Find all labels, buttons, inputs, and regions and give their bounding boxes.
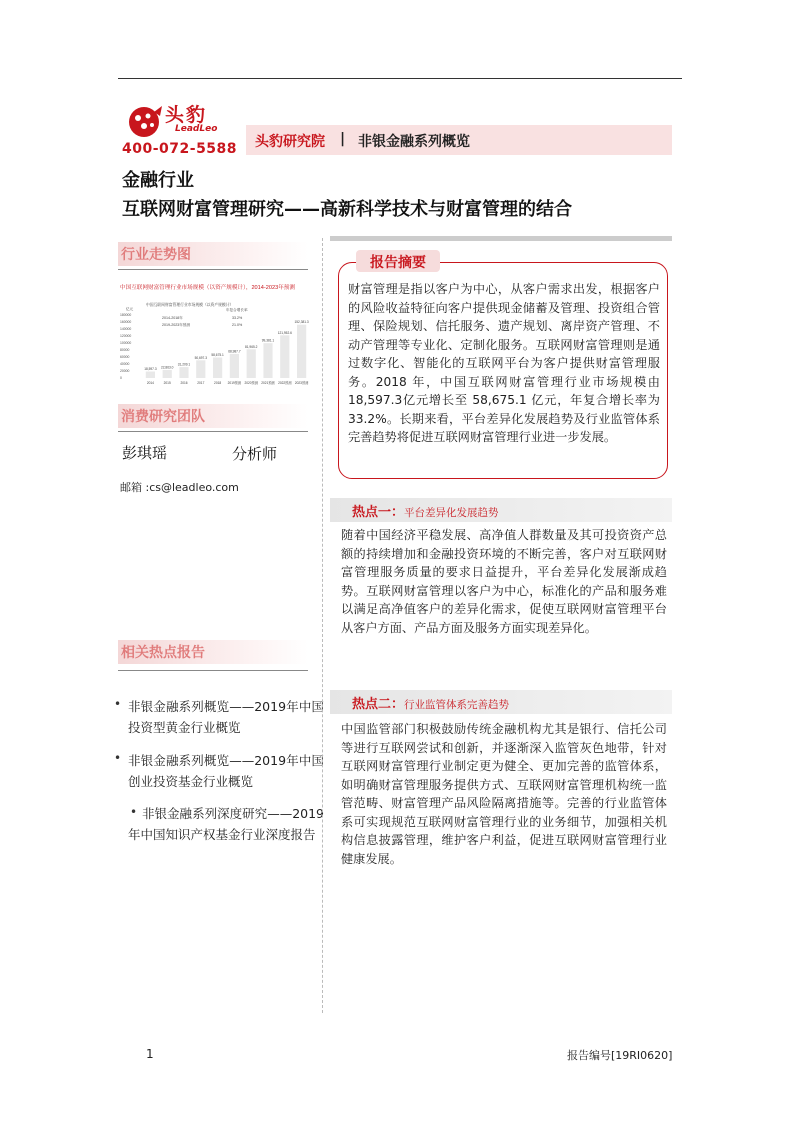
hot2-header (330, 690, 672, 714)
brand-name-cn: 头豹 (165, 104, 208, 126)
bar-value-label: 58,675.1 (211, 353, 224, 357)
x-tick-label: 2015 (163, 381, 171, 385)
bar-value-label: 81,965.2 (244, 344, 258, 349)
y-tick-label: 180000 (120, 313, 132, 318)
hot2-subtitle: 行业监管体系完善趋势 (404, 699, 510, 711)
abstract-tab (356, 250, 440, 272)
team-rule (118, 431, 308, 432)
bar-value-label: 50,697.3 (194, 355, 208, 360)
hot2-text: 中国监管部门积极鼓励传统金融机构尤其是银行、信托公司等进行互联网尝试和创新，并逐渐深入监管灰色地带，针对互联网财富管理行业制定更为健全、更加完善的监管体系，如明确财富管理服务提供方式、互联网财富管理机构统一监管范畴、财富管理产品风险隔离措施等。完善的行业监管体系可实现规范互联网财富管理行业的业务细节，加强相关机构信息披露管理，维护客户利益，促进互联网财富管理行业健康发展。 (341, 722, 667, 866)
report-code: 报告编号[19RI0620] (567, 1049, 673, 1062)
analyst-role: 分析师 (232, 445, 278, 463)
top-rule (118, 78, 682, 79)
bar-value-label: 31,209.1 (177, 362, 191, 367)
x-tick-label: 2014 (146, 381, 154, 385)
related-report-1[interactable]: 非银金融系列概览——2019年中国投资型黄金行业概览 (128, 699, 324, 735)
legend-cagr-1: 33.2% (232, 316, 243, 320)
related-rule (118, 670, 308, 671)
hot2-title-label: 热点二： (352, 697, 405, 712)
bar-value-label: 18,597.3 (144, 367, 157, 371)
analyst-email[interactable]: 邮箱 :cs@leadleo.com (120, 481, 239, 494)
hot1-title-label: 热点一： (352, 505, 405, 520)
trend-rule (118, 269, 308, 270)
bullet-icon: • (130, 805, 138, 819)
chart-bar (146, 372, 155, 379)
x-tick-label: 2018 (214, 381, 222, 385)
hot1-title (352, 501, 499, 520)
bar-value-label: 152,381.3 (294, 320, 309, 325)
bullet-icon: • (114, 751, 122, 765)
institute-name: 头豹研究院 (255, 134, 325, 150)
chart-bar (263, 343, 272, 378)
x-tick-label: 2022预测 (278, 381, 292, 385)
hot-topic-icon (334, 502, 348, 516)
y-tick-label: 120000 (120, 334, 132, 339)
bar-value-label: 99,381.1 (261, 338, 275, 343)
y-tick-label: 20000 (120, 369, 130, 374)
column-divider (322, 238, 323, 1013)
report-title: 互联网财富管理研究——高新科学技术与财富管理的结合 (122, 199, 572, 220)
legend-label-1: 2014-2018年 (162, 316, 183, 320)
legend-label-2: 2019-2023年预测 (162, 323, 190, 327)
y-tick-label: 100000 (120, 341, 132, 346)
chart-bar (297, 325, 306, 378)
related-heading-label: 相关热点报告 (121, 645, 205, 661)
y-tick-label: 80000 (120, 348, 130, 353)
series-name: 非银金融系列概览 (358, 134, 470, 150)
y-tick-label: 140000 (120, 327, 132, 332)
team-heading (118, 404, 308, 428)
legend-cagr-2: 21.0% (232, 323, 243, 327)
related-heading (118, 640, 308, 664)
hot1-subtitle: 平台差异化发展趋势 (404, 507, 499, 519)
legend-header: 年复合增长率 (226, 308, 248, 312)
banner-separator: | (340, 131, 346, 147)
hot-topic-icon (334, 694, 348, 708)
chart-bar (163, 370, 172, 378)
chart-inner-title: 中国互联网财富管理行业市场规模（以资产规模计） (146, 303, 234, 307)
team-heading-label: 消费研究团队 (121, 409, 205, 425)
related-report-2[interactable]: 非银金融系列概览——2019年中国创业投资基金行业概览 (128, 753, 324, 789)
page-number: 1 (146, 1047, 154, 1061)
chart-title: 中国互联网财富管理行业市场规模（以资产规模计），2014-2023年预测 (120, 285, 295, 291)
y-tick-label: 160000 (120, 320, 132, 325)
abstract-text: 财富管理是指以客户为中心，从客户需求出发，根据客户的风险收益特征向客户提供现金储蓄及管理、投资组合管理、保险规划、信托服务、遗产规划、离岸资产管理、不动产管理等专业化、定制化服务。互联网财富管理则是通过数字化、智能化的互联网平台为客户提供财富管理服务。2018 年，中国互联网财富管理行业市场规模由18,597.3亿元增长至 58,675.1 亿元，年复合增长率为 33.2%。长期来看，平台差异化发展趋势及行业监管体系完善趋势将促进互联网财富管理行业进一步发展。 (348, 282, 660, 444)
trend-heading-label: 行业走势图 (121, 247, 191, 263)
bullet-icon: • (114, 697, 122, 711)
abstract-tab-label: 报告摘要 (370, 255, 426, 271)
chart-bar (230, 354, 239, 378)
hot1-header (330, 498, 672, 522)
y-tick-label: 0 (120, 376, 122, 381)
y-tick-label: 40000 (120, 362, 130, 367)
trend-heading (118, 242, 308, 266)
chart-bar (213, 358, 222, 379)
hot2-title (352, 693, 509, 712)
x-tick-label: 2021预测 (261, 381, 275, 385)
bar-value-label: 22,863.0 (160, 365, 174, 370)
chart-bar (179, 367, 188, 378)
bar-value-label: 68,987.7 (228, 349, 241, 354)
phone-number: 400-072-5588 (122, 141, 238, 157)
chart-bar (280, 335, 289, 378)
x-tick-label: 2016 (180, 381, 188, 385)
related-report-3[interactable]: 非银金融系列深度研究——2019 年中国知识产权基金行业深度报告 (128, 806, 324, 842)
chart-bar (247, 349, 256, 378)
hot1-text: 随着中国经济平稳发展、高净值人群数量及其可投资资产总额的持续增加和金融投资环境的不断完善，客户对互联网财富管理服务质量的要求日益提升，平台差异化发展渐成趋势。互联网财富管理以客户为中心，标准化的产品和服务难以满足高净值客户的差异化需求，促使互联网财富管理平台从客户方面、产品方面及服务方面实现差异化。 (341, 528, 667, 635)
chart-bar (196, 360, 205, 378)
abstract-top-bar (330, 236, 672, 241)
x-tick-label: 2023预测 (294, 381, 309, 385)
bar-value-label: 121,952.6 (277, 330, 292, 335)
y-tick-label: 60000 (120, 355, 130, 360)
x-tick-label: 2019预测 (227, 381, 242, 385)
sector-title: 金融行业 (122, 170, 194, 191)
analyst-name: 彭琪瑶 (122, 444, 168, 462)
brand-name-en: LeadLeo (175, 124, 218, 134)
chart-unit-label: 亿元 (126, 307, 134, 311)
x-tick-label: 2017 (197, 381, 205, 385)
market-size-chart (118, 282, 314, 394)
x-tick-label: 2020预测 (244, 381, 258, 385)
